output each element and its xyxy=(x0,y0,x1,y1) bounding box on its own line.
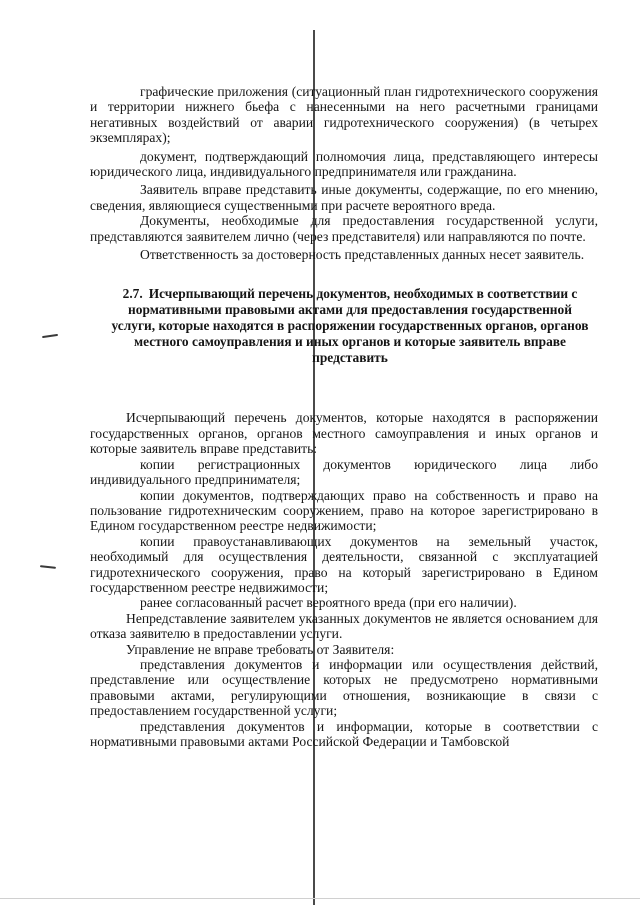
page-bottom-edge xyxy=(0,898,640,899)
list-item: представления документов и информации, которые в соответствии с нормативными правовыми актами Российской Федерации и Тамбовской xyxy=(90,718,598,749)
left-edge-mark-1 xyxy=(42,334,58,338)
list-item: копии правоустанавливающих документов на земельный участок, необходимый для осуществления деятельности, связанной с эксплуатацией гидротехнического сооружения, право на который зарегистрировано в Едином государственном реестре недвижимости; xyxy=(90,533,598,595)
paragraph: Заявитель вправе представить иные документы, содержащие, по его мнению, сведения, являющиеся существенными при расчете вероятного вреда. xyxy=(90,182,598,213)
document-body xyxy=(90,84,598,749)
list-item: ранее согласованный расчет вероятного вреда (при его наличии). xyxy=(140,595,517,611)
section-number: 2.7. xyxy=(122,286,143,302)
list-item: представления документов и информации или осуществления действий, представление или осуществление которых не предусмотрено нормативными правовыми актами, регулирующими отношения, возникающие в связи с предоставлением государственной услуги; xyxy=(90,656,598,719)
section-body xyxy=(90,410,598,749)
list-item: копии документов, подтверждающих право на собственность и право на пользование гидротехническим сооружением, право на которое зарегистрировано в Едином государственном реестре недвижимости; xyxy=(90,487,598,534)
paragraph: Непредставление заявителем указанных документов не является основанием для отказа заявителю в предоставлении услуги. xyxy=(90,610,598,642)
section-title: Исчерпывающий перечень документов, необходимых в соответствии с нормативными правовыми актами для предоставления государственной услуги, которые находятся в распоряжении государственных органов, органов местного самоуправления и иных органов и которые заявитель вправе представить xyxy=(111,286,589,366)
paragraph: Ответственность за достоверность представленных данных несет заявитель. xyxy=(140,247,585,263)
paragraph: графические приложения (ситуационный план гидротехнического сооружения и территории нижнего бьефа с нанесенными на него расчетными границами негативных воздействий от аварии гидротехнического сооружения) (в четырех экземплярах); xyxy=(90,84,598,146)
paragraph: документ, подтверждающий полномочия лица, представляющего интересы юридического лица, индивидуального предпринимателя или гражданина. xyxy=(90,148,598,180)
left-edge-mark-2 xyxy=(40,565,56,568)
paragraph: Исчерпывающий перечень документов, которые находятся в распоряжении государственных органов, органов местного самоуправления и иных органов и которые заявитель вправе представить: xyxy=(90,410,598,457)
list-item: копии регистрационных документов юридического лица либо индивидуального предпринимателя; xyxy=(90,456,598,488)
paragraph: Управление не вправе требовать от Заявителя: xyxy=(126,641,395,657)
section-heading xyxy=(108,286,592,366)
paragraph: Документы, необходимые для предоставления государственной услуги, представляются заявителем лично (через представителя) или направляются по почте. xyxy=(90,213,598,244)
